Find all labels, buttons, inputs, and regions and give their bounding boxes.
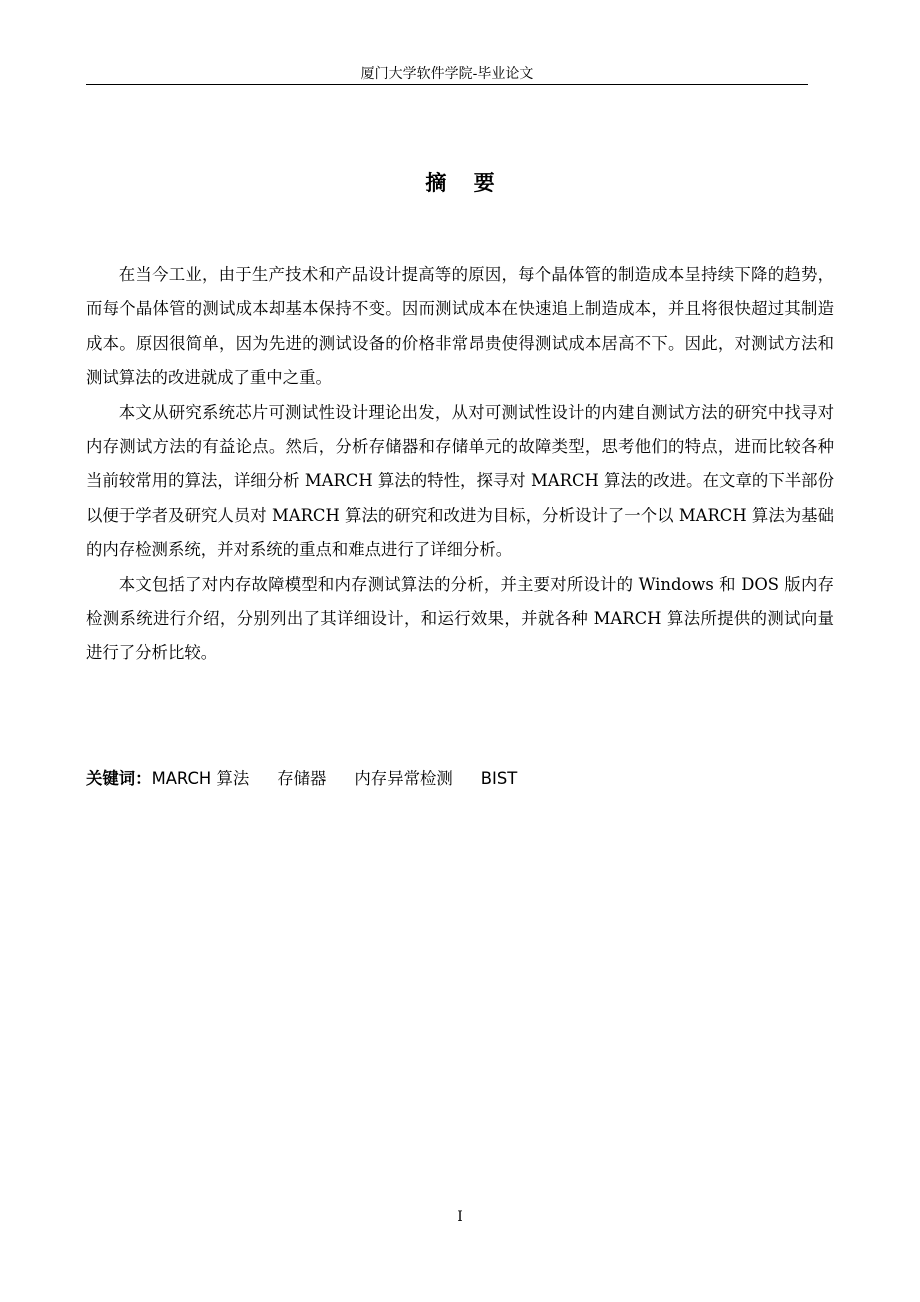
keywords-label: 关键词： — [86, 769, 152, 788]
keyword-memory-fault-detection: 内存异常检测 — [354, 769, 453, 788]
keyword-bist: BIST — [480, 769, 518, 788]
keyword-memory: 存储器 — [277, 769, 327, 788]
header-rule — [86, 84, 808, 85]
running-header: 厦门大学软件学院-毕业论文 — [360, 66, 534, 82]
abstract-title: 摘 要 — [425, 171, 505, 195]
abstract-body — [86, 258, 834, 671]
keywords-line — [86, 764, 834, 794]
abstract-paragraph-3: 本文包括了对内存故障模型和内存测试算法的分析，并主要对所设计的 Windows 和 DOS 版内存检测系统进行介绍，分别列出了其详细设计，和运行效果，并就各种 MARCH 算法所提供的测试向量进行了分析比较。 — [86, 574, 834, 663]
page-number: I — [457, 1209, 463, 1225]
abstract-paragraph-1: 在当今工业，由于生产技术和产品设计提高等的原因，每个晶体管的制造成本呈持续下降的趋势，而每个晶体管的测试成本却基本保持不变。因而测试成本在快速追上制造成本，并且将很快超过其制造成本。原因很简单，因为先进的测试设备的价格非常昂贵使得测试成本居高不下。因此，对测试方法和测试算法的改进就成了重中之重。 — [86, 265, 834, 388]
keyword-march-algorithm: MARCH 算法 — [151, 769, 250, 788]
abstract-paragraph-2: 本文从研究系统芯片可测试性设计理论出发，从对可测试性设计的内建自测试方法的研究中找寻对内存测试方法的有益论点。然后，分析存储器和存储单元的故障类型，思考他们的特点，进而比较各种当前较常用的算法，详细分析 MARCH 算法的特性，探寻对 MARCH 算法的改进。在文章的下半部份以便于学者及研究人员对 MARCH 算法的研究和改进为目标，分析设计了一个以 MARCH 算法为基础的内存检测系统，并对系统的重点和难点进行了详细分析。 — [86, 402, 834, 560]
